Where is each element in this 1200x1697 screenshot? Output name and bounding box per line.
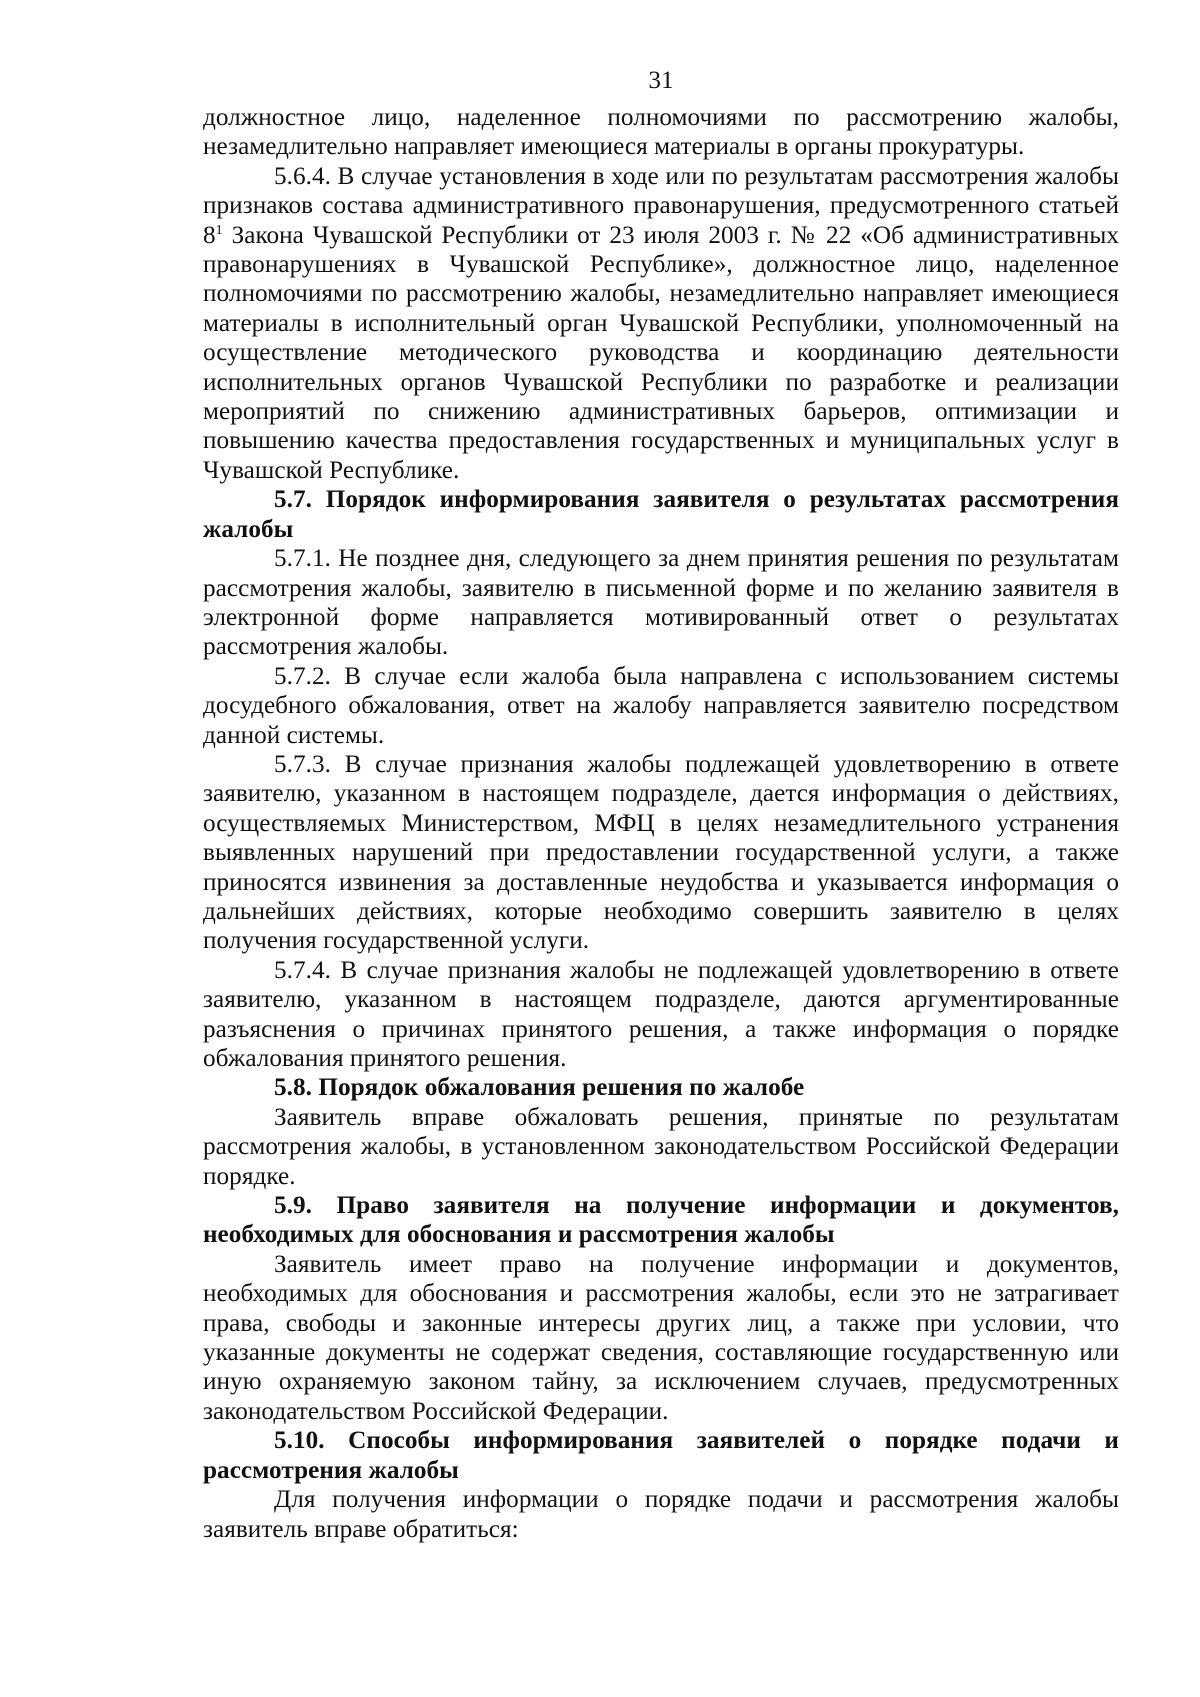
paragraph-5-7-3: 5.7.3. В случае признания жалобы подлежащей удовлетворению в ответе заявителю, указанном в настоящем подразделе, дается информация о действиях, осуществляемых Министерством, МФЦ в целях незамедлительного устранения выявленных нарушений при предоставлении государственной услуги, а также приносятся извинения за доставленные неудобства и указывается информация о дальнейших действиях, которые необходимо совершить заявителю в целях получения государственной услуги. [203,750,1119,955]
paragraph-5-9: Заявитель имеет право на получение информации и документов, необходимых для обоснования и рассмотрения жалобы, если это не затрагивает права, свободы и законные интересы других лиц, а также при условии, что указанные документы не содержат сведения, составляющие государственную или иную охраняемую законом тайну, за исключением случаев, предусмотренных законодательством Российской Федерации. [203,1250,1119,1425]
section-heading-5-10: 5.10. Способы информирования заявителей о порядке подачи и рассмотрения жалобы [203,1427,1119,1484]
paragraph-5-7-1: 5.7.1. Не позднее дня, следующего за днем принятия решения по результатам рассмотрения жалобы, заявителю в письменной форме и по желанию заявителя в электронной форме направляется мотивированный ответ о результатах рассмотрения жалобы. [203,545,1119,661]
page-number: 31 [648,67,674,94]
paragraph-5-8: Заявитель вправе обжаловать решения, принятые по результатам рассмотрения жалобы, в установленном законодательством Российской Федерации порядке. [203,1103,1119,1190]
article-superscript: 1 [215,222,223,238]
document-page [203,66,1119,1544]
paragraph-5-6-4-end: Закона Чувашской Республики от 23 июля 2003 г. № 22 «Об административных правонарушениях в Чувашской Республике», должностное лицо, наделенное полномочиями по рассмотрению жалобы, незамедлительно направляет имеющиеся материалы в исполнительный орган Чувашской Республики, уполномоченный на осуществление методического руководства и координацию деятельности исполнительных органов Чувашской Республики по разработке и реализации мероприятий по снижению административных барьеров, оптимизации и повышению качества предоставления государственных и муниципальных услуг в Чувашской Республике. [203,221,1119,484]
paragraph-prosecutor-referral: должностное лицо, наделенное полномочиями по рассмотрению жалобы, незамедлительно направляет имеющиеся материалы в органы прокуратуры. [203,104,1119,161]
paragraph-5-7-2: 5.7.2. В случае если жалоба была направлена с использованием системы досудебного обжалования, ответ на жалобу направляется заявителю посредством данной системы. [203,662,1119,749]
paragraph-5-6-4 [203,162,1119,485]
section-heading-5-8: 5.8. Порядок обжалования решения по жалобе [274,1074,805,1102]
section-heading-5-7: 5.7. Порядок информирования заявителя о результатах рассмотрения жалобы [203,486,1119,543]
paragraph-5-10: Для получения информации о порядке подачи и рассмотрения жалобы заявитель вправе обратиться: [203,1486,1119,1543]
section-heading-5-9: 5.9. Право заявителя на получение информации и документов, необходимых для обоснования и рассмотрения жалобы [203,1192,1119,1249]
paragraph-5-6-4-start: 5.6.4. В случае установления в ходе или по результатам рассмотрения жалобы признаков состава административного правонарушения, предусмотренного статьей 8 [203,162,1119,249]
paragraph-5-7-4: 5.7.4. В случае признания жалобы не подлежащей удовлетворению в ответе заявителю, указанном в настоящем подразделе, даются аргументированные разъяснения о причинах принятого решения, а также информация о порядке обжалования принятого решения. [203,956,1119,1072]
